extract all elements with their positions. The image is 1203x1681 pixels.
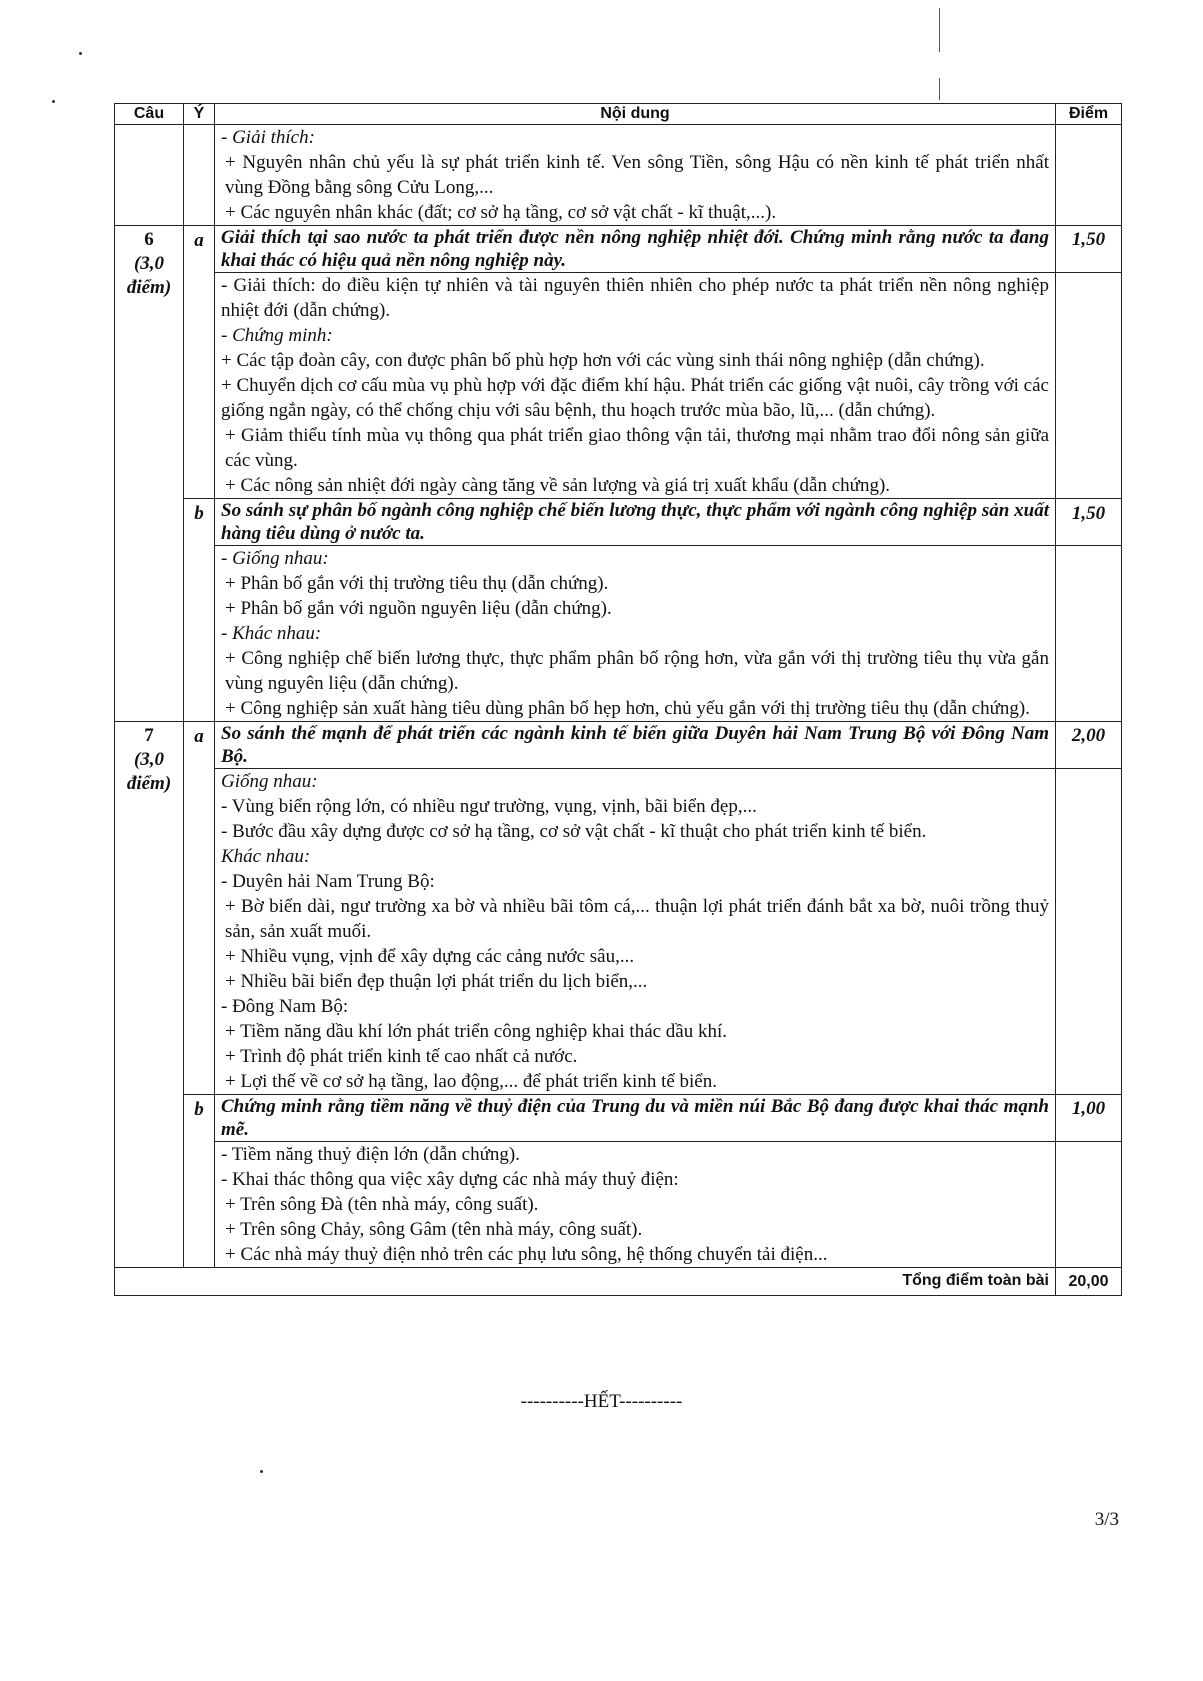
content-line: + Chuyển dịch cơ cấu mùa vụ phù hợp với đặc điểm khí hậu. Phát triển các giống vật nuôi, cây trồng với các giống ngắn ngày, có thể chống chịu với sâu bệnh, thu hoạch trước mùa bão, lũ,... (dẫn chứng). <box>221 375 1049 421</box>
q7a-question: So sánh thế mạnh để phát triển các ngành kinh tế biển giữa Duyên hải Nam Trung Bộ với Đông Nam Bộ. <box>215 722 1056 769</box>
q7b-answer <box>215 1142 1056 1268</box>
q6a-answer-row <box>115 273 1122 499</box>
content-line: + Nhiều vụng, vịnh để xây dựng các cảng nước sâu,... <box>225 946 635 967</box>
content-line: + Các tập đoàn cây, con được phân bố phù hợp hơn với các vùng sinh thái nông nghiệp (dẫn chứng). <box>221 350 985 371</box>
q7a-label: a <box>184 722 215 1095</box>
content-line: - Chứng minh: <box>221 325 333 346</box>
content-line: - Giải thích: do điều kiện tự nhiên và tài nguyên thiên nhiên cho phép nước ta phát triển nền nông nghiệp nhiệt đới (dẫn chứng). <box>221 275 1049 321</box>
total-label: Tổng điểm toàn bài <box>115 1268 1056 1296</box>
content-line: + Trên sông Chảy, sông Gâm (tên nhà máy, công suất). <box>225 1219 643 1240</box>
content-line: + Công nghiệp sản xuất hàng tiêu dùng phân bố hẹp hơn, chủ yếu gắn với thị trường tiêu thụ (dẫn chứng). <box>225 698 1030 719</box>
content-line: - Giải thích: <box>221 127 315 148</box>
header-noi-dung: Nội dung <box>215 104 1056 125</box>
answer-key-sheet <box>114 103 1122 1296</box>
table-header-row <box>115 104 1122 125</box>
scan-speck <box>260 1470 263 1473</box>
content-line: + Phân bố gắn với nguồn nguyên liệu (dẫn chứng). <box>225 598 612 619</box>
content-line: + Các nhà máy thuỷ điện nhỏ trên các phụ lưu sông, hệ thống chuyển tải điện... <box>225 1244 828 1265</box>
answer-table <box>114 103 1122 1296</box>
q7-points: (3,0 điểm) <box>126 749 172 794</box>
q7b-score: 1,00 <box>1056 1095 1122 1142</box>
content-line: Giống nhau: <box>221 771 318 792</box>
q6b-answer-row <box>115 546 1122 722</box>
content-line: - Bước đầu xây dựng được cơ sở hạ tầng, cơ sở vật chất - kĩ thuật cho phát triển kinh tế biển. <box>221 821 927 842</box>
q7b-question: Chứng minh rằng tiềm năng về thuỷ điện của Trung du và miền núi Bắc Bộ đang được khai thác mạnh mẽ. <box>215 1095 1056 1142</box>
scan-mark-line <box>939 8 940 52</box>
q6b-question-row <box>115 499 1122 546</box>
q7a-question-row <box>115 722 1122 769</box>
header-diem: Điểm <box>1056 104 1122 125</box>
end-mark: ----------HẾT---------- <box>520 1391 683 1412</box>
q7-number: 7 <box>144 725 154 746</box>
q6a-score: 1,50 <box>1056 226 1122 273</box>
content-line: - Khác nhau: <box>221 623 322 644</box>
scan-speck <box>79 52 82 55</box>
content-line: + Bờ biển dài, ngư trường xa bờ và nhiều bãi tôm cá,... thuận lợi phát triển đánh bắt xa bờ, nuôi trồng thuỷ sản, sản xuất muối. <box>225 896 1049 942</box>
q6b-answer <box>215 546 1056 722</box>
content-line: - Tiềm năng thuỷ điện lớn (dẫn chứng). <box>221 1144 520 1165</box>
content-line: + Trên sông Đà (tên nhà máy, công suất). <box>225 1194 539 1215</box>
content-line: + Các nguyên nhân khác (đất; cơ sở hạ tầng, cơ sở vật chất - kĩ thuật,...). <box>225 202 777 223</box>
q6-number-cell <box>115 226 184 722</box>
header-cau: Câu <box>115 104 184 125</box>
content-line: + Phân bố gắn với thị trường tiêu thụ (dẫn chứng). <box>225 573 609 594</box>
content-line: + Lợi thế về cơ sở hạ tầng, lao động,... để phát triển kinh tế biển. <box>225 1071 717 1092</box>
content-line: - Đông Nam Bộ: <box>221 996 349 1017</box>
q7-number-cell <box>115 722 184 1268</box>
q6a-question: Giải thích tại sao nước ta phát triển được nền nông nghiệp nhiệt đới. Chứng minh rằng nước ta đang khai thác có hiệu quả nền nông nghiệp này. <box>215 226 1056 273</box>
content-line: Khác nhau: <box>221 846 311 867</box>
q7b-question-row <box>115 1095 1122 1142</box>
content-line: + Nguyên nhân chủ yếu là sự phát triển kinh tế. Ven sông Tiền, sông Hậu có nền kinh tế phát triển nhất vùng Đồng bằng sông Cửu Long,... <box>225 152 1049 198</box>
continuation-content <box>215 125 1056 226</box>
q6a-label: a <box>184 226 215 499</box>
q6-number: 6 <box>144 229 154 250</box>
content-line: + Công nghiệp chế biến lương thực, thực phẩm phân bố rộng hơn, vừa gắn với thị trường tiêu thụ vừa gắn vùng nguyên liệu (dẫn chứng). <box>225 648 1049 694</box>
content-line: + Giảm thiểu tính mùa vụ thông qua phát triển giao thông vận tải, thương mại nhằm trao đổi nông sản giữa các vùng. <box>225 425 1049 471</box>
q7a-answer-row <box>115 769 1122 1095</box>
q6a-answer <box>215 273 1056 499</box>
content-line: + Trình độ phát triển kinh tế cao nhất cả nước. <box>225 1046 578 1067</box>
q6-points: (3,0 điểm) <box>126 253 172 298</box>
q6a-question-row <box>115 226 1122 273</box>
content-line: - Duyên hải Nam Trung Bộ: <box>221 871 435 892</box>
header-y: Ý <box>184 104 215 125</box>
scan-speck <box>52 100 55 103</box>
q7b-label: b <box>184 1095 215 1268</box>
content-line: - Vùng biển rộng lớn, có nhiều ngư trường, vụng, vịnh, bãi biển đẹp,... <box>221 796 757 817</box>
content-line: - Giống nhau: <box>221 548 329 569</box>
q6b-question: So sánh sự phân bố ngành công nghiệp chế biến lương thực, thực phẩm với ngành công nghiệp sản xuất hàng tiêu dùng ở nước ta. <box>215 499 1056 546</box>
content-line: + Nhiều bãi biển đẹp thuận lợi phát triển du lịch biển,... <box>225 971 648 992</box>
q7a-score: 2,00 <box>1056 722 1122 769</box>
q7b-answer-row <box>115 1142 1122 1268</box>
scan-mark-line <box>939 78 940 100</box>
page-number: 3/3 <box>1094 1509 1119 1530</box>
total-score: 20,00 <box>1056 1268 1122 1296</box>
content-line: + Các nông sản nhiệt đới ngày càng tăng về sản lượng và giá trị xuất khẩu (dẫn chứng). <box>225 475 891 496</box>
continuation-row <box>115 125 1122 226</box>
q6b-score: 1,50 <box>1056 499 1122 546</box>
q7a-answer <box>215 769 1056 1095</box>
total-row <box>115 1268 1122 1296</box>
content-line: + Tiềm năng dầu khí lớn phát triển công nghiệp khai thác dầu khí. <box>225 1021 728 1042</box>
q6b-label: b <box>184 499 215 722</box>
content-line: - Khai thác thông qua việc xây dựng các nhà máy thuỷ điện: <box>221 1169 679 1190</box>
